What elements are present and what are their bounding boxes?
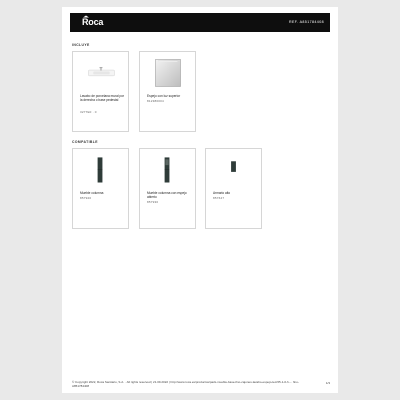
compatible-item-card[interactable] [139, 148, 196, 229]
compatible-item-card[interactable] [205, 148, 262, 229]
item-title: Espejo con luz superior [147, 94, 181, 98]
item-code: 857920 [80, 196, 92, 200]
header-bar [70, 13, 330, 32]
item-title: Armario alto [213, 191, 231, 195]
item-title: Lavabo de porcelana mural por la derecha o base pedestal [80, 94, 125, 102]
page-number: 1/3 [325, 381, 330, 385]
basin-image [73, 52, 128, 92]
section-compatible-label: COMPATIBLE [72, 140, 98, 144]
item-code: 812380004 [147, 99, 164, 103]
mirror-image [140, 52, 195, 92]
tall-cabinet-image [206, 149, 261, 189]
footer-copyright: © Copyright 2022, Roca Sanitario, S.A. · All rights reserved | 21.09.2022 | http://www.roca.es/productos/pack-mueble-base-fino-cajones-lavabo-espejo-led-55-1-0-h-... fino-A851784408 [72, 380, 299, 388]
column-unit-image [73, 149, 128, 189]
item-title: Mueble columna [80, 191, 104, 195]
section-includes-label: INCLUYE [72, 43, 90, 47]
brand-logo: Roca [82, 17, 104, 27]
column-unit-mirror-image [140, 149, 195, 189]
product-reference: REF. A851784408 [289, 20, 324, 24]
item-code: 3277E0 · 0 [80, 110, 97, 114]
document-page [62, 7, 338, 393]
included-item-card[interactable] [139, 51, 196, 132]
compatible-item-card[interactable] [72, 148, 129, 229]
included-item-card[interactable] [72, 51, 129, 132]
item-code: 857930 [147, 200, 159, 204]
item-code: 857647 [213, 196, 225, 200]
item-title: Mueble columna con espejo abierto [147, 191, 187, 199]
